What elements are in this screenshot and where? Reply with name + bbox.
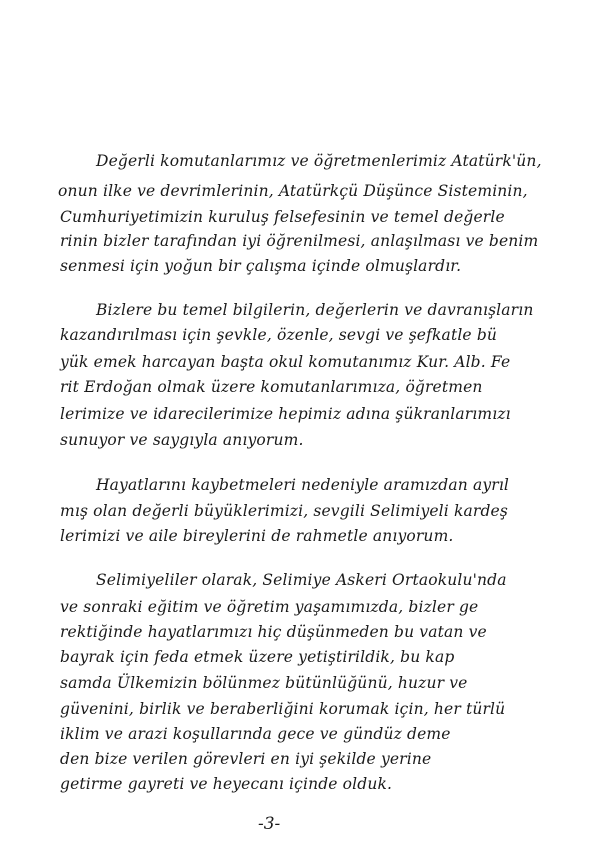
text-line: Değerli komutanlarımız ve öğretmenlerimiz Atatürk'ün, [96, 152, 542, 170]
text-line: Selimiyeliler olarak, Selimiye Askeri Ortaokulu'nda [96, 571, 507, 589]
text-line: lerimizi ve aile bireylerini de rahmetle anıyorum. [60, 527, 454, 545]
text-line: samda Ülkemizin bölünmez bütünlüğünü, huzur ve [60, 674, 468, 692]
text-line: güvenini, birlik ve beraberliğini korumak için, her türlü [60, 700, 506, 718]
text-line: rinin bizler tarafından iyi öğrenilmesi, anlaşılması ve benim [60, 232, 539, 250]
text-line: mış olan değerli büyüklerimizi, sevgili Selimiyeli kardeş [60, 502, 508, 520]
text-line: iklim ve arazi koşullarında gece ve gündüz deme [60, 725, 451, 743]
text-line: bayrak için feda etmek üzere yetiştirildik, bu kap [60, 648, 455, 666]
text-line: rektiğinde hayatlarımızı hiç düşünmeden bu vatan ve [60, 623, 487, 641]
text-line: Bizlere bu temel bilgilerin, değerlerin ve davranışların [96, 301, 534, 319]
text-line: ve sonraki eğitim ve öğretim yaşamımızda, bizler ge [60, 598, 479, 616]
text-line: sunuyor ve saygıyla anıyorum. [60, 431, 304, 449]
text-line: lerimize ve idarecilerimize hepimiz adına şükranlarımızı [60, 405, 511, 423]
page-number: -3- [258, 814, 281, 834]
text-line: Cumhuriyetimizin kuruluş felsefesinin ve temel değerle [60, 208, 505, 226]
text-line: kazandırılması için şevkle, özenle, sevgi ve şefkatle bü [60, 326, 498, 344]
text-line: Hayatlarını kaybetmeleri nedeniyle aramızdan ayrıl [96, 476, 510, 494]
text-line: senmesi için yoğun bir çalışma içinde olmuşlardır. [60, 257, 462, 275]
text-line: onun ilke ve devrimlerinin, Atatürkçü Düşünce Sisteminin, [58, 182, 528, 200]
text-line: rit Erdoğan olmak üzere komutanlarımıza, öğretmen [60, 378, 483, 396]
text-line: den bize verilen görevleri en iyi şekilde yerine [60, 750, 432, 768]
text-line: yük emek harcayan başta okul komutanımız Kur. Alb. Fe [60, 353, 511, 371]
text-line: getirme gayreti ve heyecanı içinde olduk. [60, 775, 393, 793]
